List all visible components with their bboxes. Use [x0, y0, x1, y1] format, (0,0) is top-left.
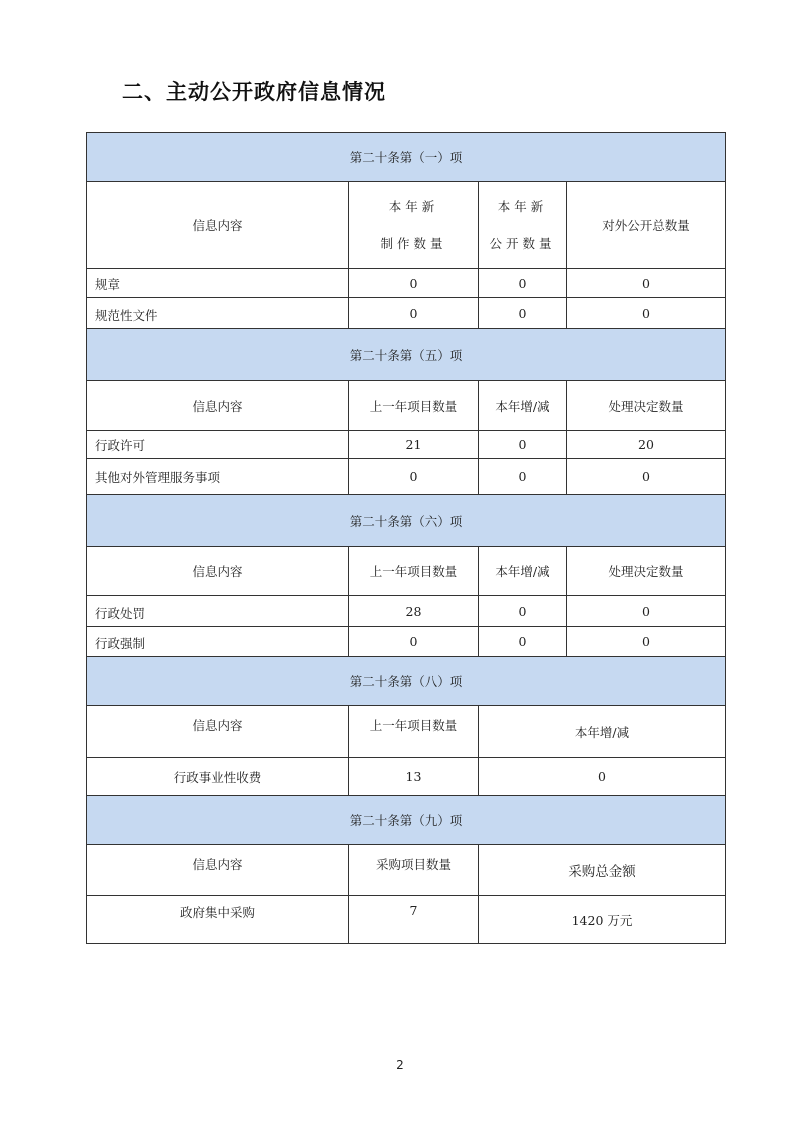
- col-header-new-public-line2: 公开数量: [489, 236, 556, 251]
- cell-made: 0: [349, 298, 479, 329]
- col-header-new-made: [349, 182, 479, 269]
- cell-public: 0: [479, 269, 567, 298]
- cell-change: 0: [479, 758, 726, 796]
- cell-decision: 0: [567, 627, 726, 657]
- row-label: 行政处罚: [87, 596, 349, 627]
- cell-prev: 0: [349, 459, 479, 495]
- section-header-art20-1: [87, 133, 726, 182]
- section-title: 第二十条第（一）项: [87, 133, 726, 182]
- row-label: 规章: [87, 269, 349, 298]
- col-header-change: 本年增/减: [479, 706, 726, 758]
- col-header-prev: 上一年项目数量: [349, 381, 479, 431]
- cell-prev: 0: [349, 627, 479, 657]
- cell-public: 0: [479, 298, 567, 329]
- col-header-amount: 采购总金额: [479, 845, 726, 896]
- table-row: [87, 269, 726, 298]
- row-label: 行政事业性收费: [87, 758, 349, 796]
- cell-amount: 1420 万元: [479, 896, 726, 944]
- column-header-row: [87, 547, 726, 596]
- cell-made: 0: [349, 269, 479, 298]
- column-header-row: [87, 706, 726, 758]
- section-title: 第二十条第（六）项: [87, 495, 726, 547]
- table-row: [87, 758, 726, 796]
- cell-prev: 21: [349, 431, 479, 459]
- table-row: [87, 896, 726, 944]
- section-title: 第二十条第（五）项: [87, 329, 726, 381]
- col-header-change: 本年增/减: [479, 547, 567, 596]
- col-header-content: 信息内容: [87, 706, 349, 758]
- section-title: 第二十条第（八）项: [87, 657, 726, 706]
- col-header-new-made-line2: 制作数量: [380, 236, 447, 251]
- row-label: 行政强制: [87, 627, 349, 657]
- row-label: 其他对外管理服务事项: [87, 459, 349, 495]
- col-header-change: 本年增/减: [479, 381, 567, 431]
- cell-decision: 0: [567, 459, 726, 495]
- cell-decision: 0: [567, 596, 726, 627]
- section-header-art20-9: [87, 796, 726, 845]
- col-header-prev: 上一年项目数量: [349, 706, 479, 758]
- col-header-new-made-line1: 本年新: [388, 199, 439, 214]
- col-header-decision: 处理决定数量: [567, 547, 726, 596]
- page-number: 2: [396, 1058, 404, 1072]
- cell-total: 0: [567, 269, 726, 298]
- cell-total: 0: [567, 298, 726, 329]
- col-header-decision: 处理决定数量: [567, 381, 726, 431]
- table-row: [87, 459, 726, 495]
- cell-change: 0: [479, 459, 567, 495]
- table-row: [87, 298, 726, 329]
- row-label: 规范性文件: [87, 298, 349, 329]
- section-title: 第二十条第（九）项: [87, 796, 726, 845]
- cell-change: 0: [479, 596, 567, 627]
- cell-prev: 13: [349, 758, 479, 796]
- section-header-art20-6: [87, 495, 726, 547]
- column-header-row: [87, 845, 726, 896]
- column-header-row: [87, 182, 726, 269]
- cell-count: 7: [349, 896, 479, 944]
- cell-decision: 20: [567, 431, 726, 459]
- cell-prev: 28: [349, 596, 479, 627]
- column-header-row: [87, 381, 726, 431]
- section-header-art20-5: [87, 329, 726, 381]
- cell-change: 0: [479, 627, 567, 657]
- section-heading: 二、主动公开政府信息情况: [122, 80, 386, 104]
- col-header-content: 信息内容: [87, 547, 349, 596]
- table-row: [87, 431, 726, 459]
- col-header-content: 信息内容: [87, 845, 349, 896]
- col-header-new-public: [479, 182, 567, 269]
- col-header-total: 对外公开总数量: [567, 182, 726, 269]
- row-label: 政府集中采购: [87, 896, 349, 944]
- table-row: [87, 596, 726, 627]
- col-header-content: 信息内容: [87, 381, 349, 431]
- col-header-count: 采购项目数量: [349, 845, 479, 896]
- col-header-new-public-line1: 本年新: [497, 199, 548, 214]
- table-row: [87, 627, 726, 657]
- disclosure-table: [86, 132, 726, 944]
- row-label: 行政许可: [87, 431, 349, 459]
- section-header-art20-8: [87, 657, 726, 706]
- cell-change: 0: [479, 431, 567, 459]
- col-header-content: 信息内容: [87, 182, 349, 269]
- col-header-prev: 上一年项目数量: [349, 547, 479, 596]
